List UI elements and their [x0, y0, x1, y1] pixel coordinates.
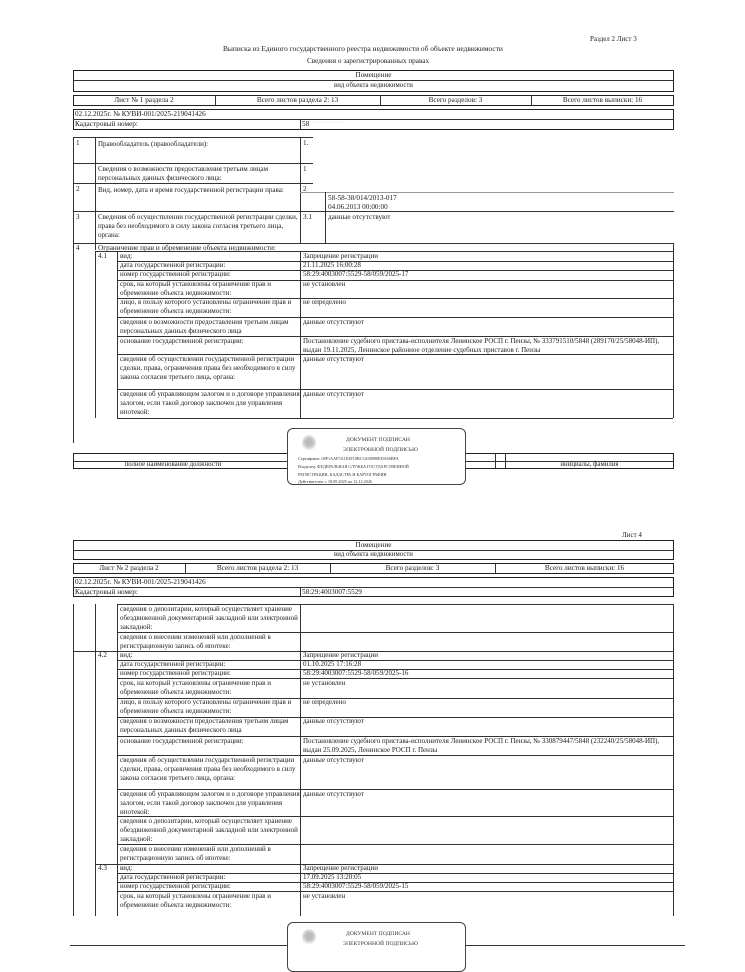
stamp-validity: Действителен: с 18.09.2025 по 12.12.2026 — [298, 479, 373, 484]
position-caption: полное наименование должности — [124, 461, 222, 468]
field-value: данные отсутствуют — [303, 318, 364, 326]
table-right-border — [673, 243, 674, 418]
field-value: данные отсутствуют — [303, 756, 364, 764]
field-value: Постановление судебного пристава-исполнителя Ленинское РОСП г. Пензы, № 330879447/5848 (232240/25/58048-ИП), выдан 25.09.2025, Ленинское РОСП г. Пензы — [303, 737, 660, 754]
cadastral-value: 58:29:4003007:5529 — [302, 588, 362, 596]
row-2-label: Вид, номер, дата и время государственной регистрации права: — [98, 186, 284, 194]
divider — [73, 587, 674, 588]
divider — [300, 119, 301, 130]
field-value: данные отсутствуют — [303, 390, 364, 398]
divider — [73, 137, 313, 138]
encumbrance-42-num: 4.2 — [98, 651, 107, 659]
row-2-value-num: 2 — [303, 185, 307, 193]
divider — [300, 192, 674, 193]
encumbrance-41-num: 4.1 — [98, 252, 107, 260]
divider — [300, 137, 301, 243]
electronic-signature-stamp — [287, 428, 466, 485]
extract-sheets-total: Всего листов выписки: 16 — [544, 564, 625, 572]
field-label: сведения об осуществлении государственной регистрации сделки, права, ограничения права без необходимого в силу закона согласия третьего лица, органа: — [120, 355, 296, 381]
field-value: Запрещение регистрации — [303, 651, 379, 659]
object-type-caption: вид объекта недвижимости — [334, 82, 413, 89]
divider — [73, 119, 674, 120]
row-4-label: Ограничение прав и обременение объекта недвижимости: — [98, 244, 276, 252]
object-type: Помещение — [355, 71, 392, 79]
field-value: не установлен — [303, 280, 346, 288]
field-label: сведения об осуществлении государственной регистрации сделки, права, ограничения права без необходимого в силу закона согласия третьего лица, органа: — [120, 756, 296, 782]
stamp-owner: Владелец: ФЕДЕРАЛЬНАЯ СЛУЖБА ГОСУДАРСТВЕННОЙ — [298, 464, 409, 469]
divider — [300, 587, 301, 597]
sections-total: Всего разделов: 3 — [428, 96, 483, 104]
divider — [495, 453, 496, 469]
field-label: лицо, в пользу которого установлены ограничение прав и обременение объекта недвижимости: — [120, 698, 292, 715]
field-label: сведения о возможности предоставления третьим лицам персональных данных физического лица — [120, 717, 289, 734]
field-value: не установлен — [303, 892, 346, 900]
divider — [300, 251, 301, 418]
divider — [73, 211, 674, 212]
row-1-num: 1 — [76, 139, 80, 147]
stamp-line: ДОКУМЕНТ ПОДПИСАН — [346, 437, 410, 443]
object-type-caption: вид объекта недвижимости — [334, 551, 413, 558]
cadastral-redacted: ·· ········· ···· — [312, 120, 343, 126]
divider — [95, 137, 96, 250]
field-value: 58:29:4003007:5529-58/059/2025-17 — [303, 270, 409, 278]
field-label: сведения об управляющем залогом и о договоре управления залогом, если такой договор заключен для управления ипотекой: — [120, 790, 300, 816]
field-value: Постановление судебного пристава-исполнителя Ленинское РОСП г. Пензы, № 333791510/5848 (289170/25/58048-ИП), выдан 19.11.2025, Ленинское районное отделение судебных приставов г. Пензы — [303, 337, 660, 354]
field-label: срок, на который установлены ограничение прав и обременение объекта недвижимости: — [120, 892, 271, 909]
field-value: не определено — [303, 698, 346, 706]
field-label: вид: — [120, 864, 133, 872]
field-label: сведения о внесении изменений или дополнений в регистрационную запись об ипотеке: — [120, 845, 271, 862]
field-value: 58:29:4003007:5529-58/059/2025-15 — [303, 882, 409, 890]
field-value: 58:29:4003007:5529-58/059/2025-16 — [303, 669, 409, 677]
field-label: дата государственной регистрации: — [120, 660, 226, 668]
section-sheets-total: Всего листов раздела 2: 13 — [256, 96, 339, 104]
field-label: сведения о депозитарии, который осуществляет хранение обездвиженной документарной закладной или электронной закладной: — [120, 605, 298, 631]
field-label: вид: — [120, 252, 133, 260]
extract-sheets-total: Всего листов выписки: 16 — [562, 96, 643, 104]
divider — [73, 183, 313, 184]
sections-total: Всего разделов: 3 — [385, 564, 440, 572]
coat-of-arms-icon — [302, 435, 316, 451]
stamp-owner-cont: РЕГИСТРАЦИИ, КАДАСТРА И КАРТОГРАФИИ — [298, 472, 387, 477]
row-4-num: 4 — [76, 244, 80, 252]
field-label: вид: — [120, 651, 133, 659]
field-label: номер государственной регистрации: — [120, 882, 231, 890]
field-value: 01.10.2025 17:16:28 — [303, 660, 362, 668]
stamp-line: ЭЛЕКТРОННОЙ ПОДПИСЬЮ — [343, 941, 418, 947]
field-label: номер государственной регистрации: — [120, 270, 231, 278]
row-1-value-num: 1. — [303, 139, 309, 147]
divider — [73, 80, 674, 81]
field-value: не определено — [303, 298, 346, 306]
document-subtitle: Сведения о зарегистрированных правах — [307, 57, 430, 65]
row-3-num: 3 — [76, 213, 80, 221]
cadastral-label: Кадастровый номер: — [75, 588, 138, 596]
field-value: Запрещение регистрации — [303, 252, 379, 260]
field-label: сведения о депозитарии, который осуществляет хранение обездвиженной документарной закладной или электронной закладной: — [120, 817, 298, 843]
field-label: срок, на который установлены ограничение прав и обременение объекта недвижимости: — [120, 280, 271, 297]
field-label: срок, на который установлены ограничение прав и обременение объекта недвижимости: — [120, 679, 271, 696]
electronic-signature-stamp — [287, 922, 466, 972]
cadastral-value: 58 — [302, 120, 310, 128]
sheet-label: Лист 4 — [622, 531, 642, 539]
field-value: данные отсутствуют — [303, 717, 364, 725]
field-value: данные отсутствуют — [303, 790, 364, 798]
right-registration-number: 58-58-38/014/2013-017 — [328, 194, 397, 202]
coat-of-arms-icon — [302, 929, 316, 945]
object-type: Помещение — [355, 541, 392, 549]
field-label: номер государственной регистрации: — [120, 669, 231, 677]
right-registration-date: 04.06.2013 00:00:00 — [328, 203, 388, 211]
stamp-line: ДОКУМЕНТ ПОДПИСАН — [346, 931, 410, 937]
section-sheet-label: Раздел 2 Лист 3 — [590, 35, 637, 43]
divider — [325, 192, 326, 243]
divider — [95, 251, 96, 418]
row-3-value: данные отсутствуют — [328, 213, 391, 221]
sheet-number: Лист № 2 раздела 2 — [99, 564, 159, 572]
field-value: не установлен — [303, 679, 346, 687]
row-3-label: Сведения об осуществлении государственной регистрации сделки, права без необходимого в силу закона согласия третьего лица, органа: — [98, 213, 298, 239]
row-1-label: Правообладатель (правообладатели): — [98, 140, 209, 148]
field-label: основание государственной регистрации: — [120, 337, 244, 345]
field-label: сведения о возможности предоставления третьим лицам персональных данных физического лица — [120, 318, 289, 335]
name-caption: инициалы, фамилия — [560, 461, 619, 468]
field-label: лицо, в пользу которого установлены ограничение прав и обременение объекта недвижимости: — [120, 298, 292, 315]
field-label: дата государственной регистрации: — [120, 261, 226, 269]
field-value: 17.09.2025 13:20:05 — [303, 873, 362, 881]
sheet-number: Лист № 1 раздела 2 — [114, 96, 174, 104]
field-value: данные отсутствуют — [303, 355, 364, 363]
stamp-line: ЭЛЕКТРОННОЙ ПОДПИСЬЮ — [343, 447, 418, 453]
document-reference: 02.12.2025г. № КУВИ-001/2025-219041426 — [75, 578, 206, 586]
document-reference: 02.12.2025г. № КУВИ-001/2025-219041426 — [75, 110, 206, 118]
field-label: дата государственной регистрации: — [120, 873, 226, 881]
encumbrance-43-num: 4.3 — [98, 864, 107, 872]
document-title: Выписка из Единого государственного реестра недвижимости об объекте недвижимости — [223, 44, 503, 53]
row-3-value-num: 3.1 — [303, 213, 312, 221]
field-label: сведения об управляющем залогом и о договоре управления залогом, если такой договор заключен для управления ипотекой: — [120, 390, 300, 416]
divider — [73, 163, 313, 164]
cadastral-label: Кадастровый номер: — [75, 120, 138, 128]
row-1b-value-num: 1 — [303, 165, 307, 173]
row-1b-label: Сведения о возможности предоставления третьим лицам персональных данных физического лица: — [98, 165, 269, 182]
row-2-num: 2 — [76, 185, 80, 193]
field-label: основание государственной регистрации: — [120, 737, 244, 745]
divider — [117, 251, 118, 418]
divider — [117, 418, 673, 419]
section-sheets-total: Всего листов раздела 2: 13 — [216, 564, 299, 572]
field-value: Запрещение регистрации — [303, 864, 379, 872]
stamp-certificate: Сертификат: 00F1AAF5A1E4F19BC3A00090EDA60BFA — [298, 456, 399, 461]
table-right-border — [673, 604, 674, 916]
field-value: 21.11.2025 16:00:28 — [303, 261, 361, 269]
field-label: сведения о внесении изменений или дополнений в регистрационную запись об ипотеке: — [120, 633, 271, 650]
